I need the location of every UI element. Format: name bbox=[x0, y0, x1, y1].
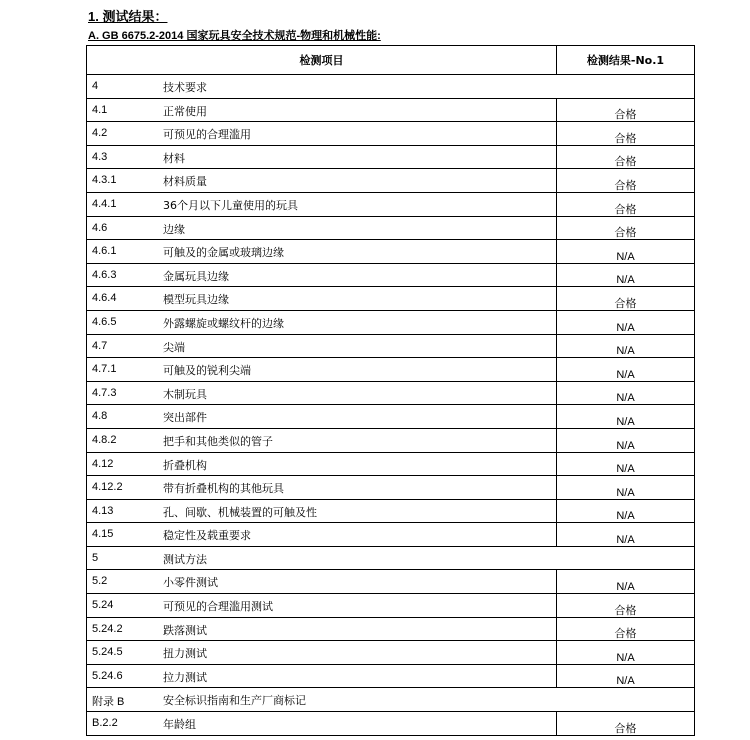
result-value: 合格 bbox=[614, 202, 637, 216]
result-value: N/A bbox=[616, 651, 635, 664]
table-row bbox=[87, 712, 695, 736]
result-value: 合格 bbox=[614, 627, 637, 641]
result-cell bbox=[557, 98, 695, 122]
table-row bbox=[87, 664, 695, 688]
test-item-description: 拉力测试 bbox=[163, 670, 207, 684]
table-row bbox=[87, 476, 695, 500]
result-cell bbox=[557, 594, 695, 618]
result-value: 合格 bbox=[614, 721, 637, 735]
result-cell bbox=[557, 476, 695, 500]
table-row bbox=[87, 358, 695, 382]
test-item-cell bbox=[87, 358, 557, 382]
result-value: 合格 bbox=[614, 226, 637, 240]
header-test-result: 检测结果-No.1 bbox=[557, 46, 695, 75]
test-item-cell bbox=[87, 169, 557, 193]
table-row bbox=[87, 617, 695, 641]
table-row bbox=[87, 122, 695, 146]
result-cell bbox=[557, 405, 695, 429]
result-value: N/A bbox=[616, 368, 635, 381]
result-value: 合格 bbox=[614, 603, 637, 617]
clause-number: 5.24.5 bbox=[92, 646, 123, 659]
table-row bbox=[87, 169, 695, 193]
table-row bbox=[87, 216, 695, 240]
test-item-description: 模型玩具边缘 bbox=[163, 293, 229, 307]
result-value: 合格 bbox=[614, 178, 637, 192]
test-item-description: 可预见的合理滥用 bbox=[163, 128, 251, 142]
clause-number: 附录 B bbox=[92, 696, 125, 709]
clause-number: 4.12.2 bbox=[92, 481, 123, 494]
test-item-cell bbox=[87, 287, 557, 311]
result-value: N/A bbox=[616, 533, 635, 546]
result-cell bbox=[557, 122, 695, 146]
section-cell bbox=[87, 688, 695, 712]
clause-number: B.2.2 bbox=[92, 717, 118, 730]
test-item-description: 尖端 bbox=[163, 340, 185, 354]
clause-number: 4.6.5 bbox=[92, 315, 117, 328]
clause-number: 4.6.3 bbox=[92, 268, 117, 281]
table-row bbox=[87, 570, 695, 594]
test-item-description: 边缘 bbox=[163, 222, 185, 236]
test-item-cell bbox=[87, 122, 557, 146]
clause-number: 4.12 bbox=[92, 457, 114, 470]
clause-number: 4.2 bbox=[92, 127, 108, 140]
clause-number: 4.3.1 bbox=[92, 174, 117, 187]
test-item-description: 跌落测试 bbox=[163, 623, 207, 637]
table-row bbox=[87, 287, 695, 311]
test-item-description: 36个月以下儿童使用的玩具 bbox=[163, 198, 298, 212]
clause-number: 4.13 bbox=[92, 504, 114, 517]
test-item-description: 带有折叠机构的其他玩具 bbox=[163, 482, 284, 496]
result-value: N/A bbox=[616, 463, 635, 476]
result-cell bbox=[557, 358, 695, 382]
result-cell bbox=[557, 287, 695, 311]
results-table bbox=[86, 45, 695, 736]
result-value: 合格 bbox=[614, 131, 637, 145]
clause-number: 4.8.2 bbox=[92, 433, 117, 446]
test-item-cell bbox=[87, 381, 557, 405]
test-item-cell bbox=[87, 452, 557, 476]
test-item-cell bbox=[87, 664, 557, 688]
test-item-description: 把手和其他类似的管子 bbox=[163, 434, 273, 448]
result-value: N/A bbox=[616, 345, 635, 358]
result-value: N/A bbox=[616, 250, 635, 263]
clause-number: 5.24 bbox=[92, 599, 114, 612]
test-item-description: 正常使用 bbox=[163, 104, 207, 118]
result-cell bbox=[557, 452, 695, 476]
clause-number: 5.2 bbox=[92, 575, 108, 588]
clause-number: 4.1 bbox=[92, 103, 108, 116]
table-row bbox=[87, 381, 695, 405]
result-value: N/A bbox=[616, 439, 635, 452]
test-item-cell bbox=[87, 523, 557, 547]
test-item-cell bbox=[87, 617, 557, 641]
section-row bbox=[87, 546, 695, 570]
result-cell bbox=[557, 145, 695, 169]
table-row bbox=[87, 240, 695, 264]
table-row bbox=[87, 594, 695, 618]
test-item-description: 材料 bbox=[163, 151, 185, 165]
result-value: 合格 bbox=[614, 296, 637, 310]
clause-number: 4.6.4 bbox=[92, 292, 117, 305]
result-value: N/A bbox=[616, 510, 635, 523]
clause-number: 4.15 bbox=[92, 528, 114, 541]
test-item-cell bbox=[87, 216, 557, 240]
test-item-cell bbox=[87, 641, 557, 665]
section-cell bbox=[87, 546, 695, 570]
result-cell bbox=[557, 381, 695, 405]
test-item-cell bbox=[87, 476, 557, 500]
section-title: 安全标识指南和生产厂商标记 bbox=[163, 694, 306, 708]
header-test-item: 检测项目 bbox=[87, 46, 557, 75]
table-row bbox=[87, 452, 695, 476]
test-item-cell bbox=[87, 310, 557, 334]
result-cell bbox=[557, 664, 695, 688]
test-item-description: 可触及的锐利尖端 bbox=[163, 364, 251, 378]
clause-number: 4 bbox=[92, 80, 99, 92]
table-row bbox=[87, 334, 695, 358]
test-item-cell bbox=[87, 428, 557, 452]
table-row bbox=[87, 263, 695, 287]
section-row bbox=[87, 688, 695, 712]
result-cell bbox=[557, 641, 695, 665]
clause-number: 5 bbox=[92, 551, 99, 564]
clause-number: 4.3 bbox=[92, 150, 108, 163]
test-item-cell bbox=[87, 594, 557, 618]
table-row bbox=[87, 428, 695, 452]
clause-number: 4.4.1 bbox=[92, 197, 117, 210]
result-value: N/A bbox=[616, 321, 635, 334]
test-item-description: 材料质量 bbox=[163, 175, 207, 189]
clause-number: 4.7 bbox=[92, 339, 108, 352]
section-title: 技术要求 bbox=[163, 81, 207, 94]
test-item-cell bbox=[87, 405, 557, 429]
test-item-description: 可触及的金属或玻璃边缘 bbox=[163, 246, 284, 260]
clause-number: 4.6 bbox=[92, 221, 108, 234]
section-cell bbox=[87, 75, 695, 99]
test-item-cell bbox=[87, 192, 557, 216]
test-item-description: 小零件测试 bbox=[163, 576, 218, 590]
result-cell bbox=[557, 428, 695, 452]
result-cell bbox=[557, 192, 695, 216]
table-row bbox=[87, 641, 695, 665]
result-value: N/A bbox=[616, 274, 635, 287]
test-item-description: 突出部件 bbox=[163, 411, 207, 425]
test-item-description: 年龄组 bbox=[163, 718, 196, 732]
result-cell bbox=[557, 617, 695, 641]
result-value: 合格 bbox=[614, 155, 637, 169]
result-cell bbox=[557, 169, 695, 193]
section-row bbox=[87, 75, 695, 99]
clause-number: 5.24.2 bbox=[92, 622, 123, 635]
test-item-cell bbox=[87, 240, 557, 264]
test-item-cell bbox=[87, 98, 557, 122]
result-cell bbox=[557, 570, 695, 594]
table-row bbox=[87, 405, 695, 429]
table-header-row bbox=[87, 46, 695, 75]
test-item-description: 木制玩具 bbox=[163, 387, 207, 401]
result-cell bbox=[557, 263, 695, 287]
result-cell bbox=[557, 334, 695, 358]
result-value: N/A bbox=[616, 581, 635, 594]
clause-number: 4.7.3 bbox=[92, 386, 117, 399]
test-item-description: 外露螺旋或螺纹杆的边缘 bbox=[163, 316, 284, 330]
clause-number: 5.24.6 bbox=[92, 669, 123, 682]
result-cell bbox=[557, 523, 695, 547]
table-row bbox=[87, 192, 695, 216]
result-value: 合格 bbox=[614, 108, 637, 122]
clause-number: 4.8 bbox=[92, 410, 108, 423]
section-heading: 1. 测试结果： bbox=[88, 9, 168, 24]
result-value: N/A bbox=[616, 392, 635, 405]
clause-number: 4.7.1 bbox=[92, 363, 117, 376]
test-item-description: 稳定性及载重要求 bbox=[163, 529, 251, 543]
section-title: 测试方法 bbox=[163, 552, 207, 566]
table-row bbox=[87, 523, 695, 547]
table-body bbox=[87, 75, 695, 736]
table-row bbox=[87, 310, 695, 334]
test-item-cell bbox=[87, 712, 557, 736]
test-item-cell bbox=[87, 499, 557, 523]
test-item-description: 扭力测试 bbox=[163, 647, 207, 661]
result-cell bbox=[557, 499, 695, 523]
test-item-description: 孔、间歇、机械装置的可触及性 bbox=[163, 505, 317, 519]
test-item-description: 金属玩具边缘 bbox=[163, 269, 229, 283]
result-cell bbox=[557, 712, 695, 736]
clause-number: 4.6.1 bbox=[92, 245, 117, 258]
result-value: N/A bbox=[616, 675, 635, 688]
standard-subheading: A. GB 6675.2-2014 国家玩具安全技术规范-物理和机械性能: bbox=[88, 30, 381, 42]
result-cell bbox=[557, 240, 695, 264]
test-item-description: 折叠机构 bbox=[163, 458, 207, 472]
table-row bbox=[87, 98, 695, 122]
test-item-cell bbox=[87, 263, 557, 287]
result-value: N/A bbox=[616, 415, 635, 428]
test-item-cell bbox=[87, 334, 557, 358]
result-cell bbox=[557, 310, 695, 334]
test-item-cell bbox=[87, 570, 557, 594]
result-value: N/A bbox=[616, 486, 635, 499]
result-cell bbox=[557, 216, 695, 240]
test-item-cell bbox=[87, 145, 557, 169]
table-row bbox=[87, 499, 695, 523]
table-row bbox=[87, 145, 695, 169]
test-item-description: 可预见的合理滥用测试 bbox=[163, 600, 273, 614]
